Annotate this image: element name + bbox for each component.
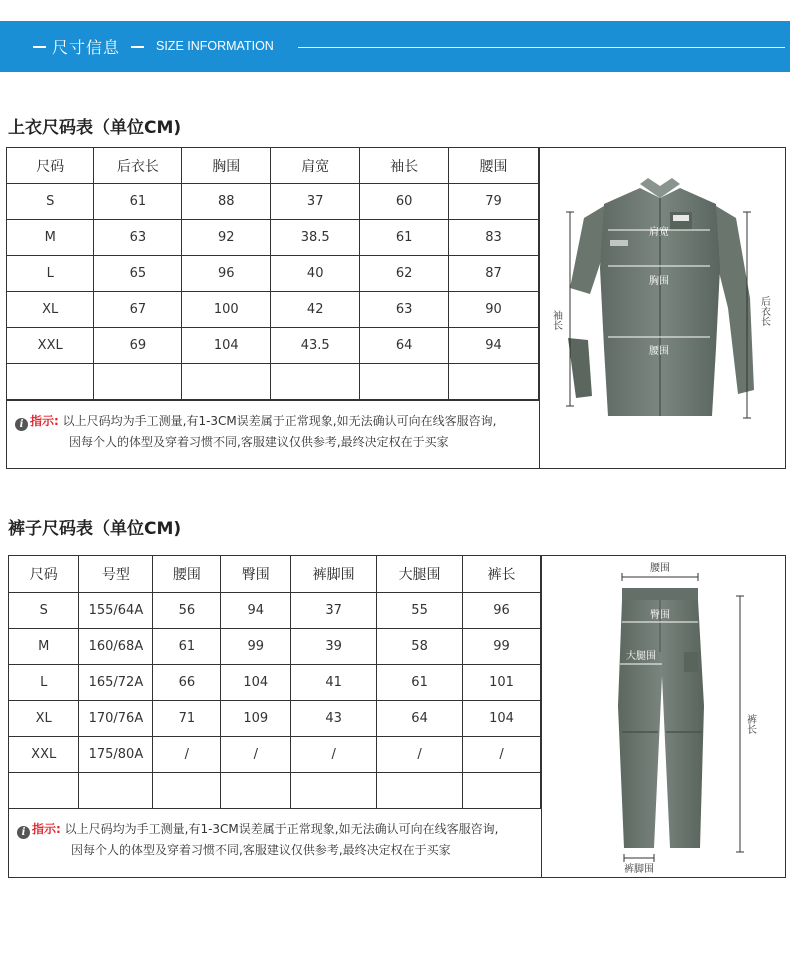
- pants-note-divider: [9, 808, 541, 809]
- table-cell: 170/76A: [79, 701, 153, 737]
- table-cell: [360, 364, 449, 400]
- pants-heading: 裤子尺码表（单位CM): [8, 519, 182, 539]
- table-cell: 79: [449, 184, 539, 220]
- table-row: [9, 593, 541, 629]
- shirt-right-sleeve: [716, 206, 754, 394]
- table-cell: [377, 773, 463, 809]
- pants-column-header: 臀围: [221, 556, 291, 593]
- table-cell: 104: [463, 701, 541, 737]
- shirt-note: [15, 411, 496, 453]
- table-cell: [271, 364, 360, 400]
- banner-dash-right: [131, 46, 144, 48]
- label-shoulder: 肩宽: [649, 227, 669, 238]
- label-back-length: 后衣长: [758, 296, 770, 326]
- table-cell: 61: [94, 184, 182, 220]
- shirt-column-header: 袖长: [360, 148, 449, 184]
- table-cell: 63: [360, 292, 449, 328]
- table-cell: 43: [291, 701, 377, 737]
- table-cell: L: [7, 256, 94, 292]
- table-cell: /: [377, 737, 463, 773]
- table-cell: 165/72A: [79, 665, 153, 701]
- info-icon: i: [17, 826, 30, 839]
- table-cell: 55: [377, 593, 463, 629]
- info-icon: i: [15, 418, 28, 431]
- table-cell: 94: [221, 593, 291, 629]
- table-row: [9, 737, 541, 773]
- table-cell: /: [291, 737, 377, 773]
- table-cell: [153, 773, 221, 809]
- table-cell: 37: [291, 593, 377, 629]
- table-cell: 101: [463, 665, 541, 701]
- table-cell: M: [9, 629, 79, 665]
- size-info-banner: [0, 21, 790, 72]
- table-cell: 37: [271, 184, 360, 220]
- table-cell: XL: [7, 292, 94, 328]
- table-cell: 71: [153, 701, 221, 737]
- table-row: [9, 629, 541, 665]
- pants-column-header: 裤长: [463, 556, 541, 593]
- table-cell: /: [153, 737, 221, 773]
- pants-column-header: 裤脚围: [291, 556, 377, 593]
- label-pants-waist: 腰围: [650, 563, 670, 574]
- pants-header-row: [9, 556, 541, 593]
- table-cell: 67: [94, 292, 182, 328]
- table-cell: 175/80A: [79, 737, 153, 773]
- table-row: [7, 220, 539, 256]
- table-cell: [291, 773, 377, 809]
- pants-note-label: 指示:: [32, 822, 61, 836]
- table-row: [7, 184, 539, 220]
- table-cell: [221, 773, 291, 809]
- shirt-heading: 上衣尺码表（单位CM): [8, 118, 182, 138]
- shirt-column-header: 胸围: [182, 148, 271, 184]
- table-cell: 87: [449, 256, 539, 292]
- table-cell: 104: [182, 328, 271, 364]
- pants-column-header: 尺码: [9, 556, 79, 593]
- table-cell: 61: [360, 220, 449, 256]
- shirt-rolled-cuff: [568, 338, 592, 398]
- shirt-header-row: [7, 148, 539, 184]
- table-cell: 61: [153, 629, 221, 665]
- label-sleeve: 袖长: [550, 310, 562, 330]
- pants-size-frame: [8, 555, 786, 878]
- banner-title-en: SIZE INFORMATION: [156, 39, 274, 53]
- table-cell: 69: [94, 328, 182, 364]
- table-row: [7, 256, 539, 292]
- shirt-illustration: [540, 148, 784, 466]
- label-hip: 臀围: [650, 610, 670, 621]
- table-cell: 88: [182, 184, 271, 220]
- pants-size-table: [9, 556, 541, 809]
- shirt-column-header: 尺码: [7, 148, 94, 184]
- table-cell: M: [7, 220, 94, 256]
- shirt-left-sleeve: [570, 206, 604, 294]
- shirt-note-line2: 因每个人的体型及穿着习惯不同,客服建议仅供参考,最终决定权在于买家: [69, 435, 449, 449]
- table-cell: 58: [377, 629, 463, 665]
- table-cell: 100: [182, 292, 271, 328]
- table-cell: 65: [94, 256, 182, 292]
- table-cell: 83: [449, 220, 539, 256]
- table-cell: 40: [271, 256, 360, 292]
- table-cell: /: [463, 737, 541, 773]
- banner-title-cn: 尺寸信息: [52, 38, 121, 57]
- table-cell: 104: [221, 665, 291, 701]
- label-chest: 胸围: [649, 276, 669, 287]
- pants-column-header: 腰围: [153, 556, 221, 593]
- table-cell: 94: [449, 328, 539, 364]
- table-cell: XXL: [7, 328, 94, 364]
- table-cell: 96: [182, 256, 271, 292]
- table-cell: 155/64A: [79, 593, 153, 629]
- table-cell: XL: [9, 701, 79, 737]
- table-cell: 99: [463, 629, 541, 665]
- table-cell: 41: [291, 665, 377, 701]
- shirt-note-line1: 以上尺码均为手工测量,有1-3CM误差属于正常现象,如无法确认可向在线客服咨询,: [62, 414, 497, 428]
- label-pants-length: 裤长: [744, 714, 756, 734]
- pants-illustration: [542, 556, 784, 875]
- table-cell: 62: [360, 256, 449, 292]
- table-row: [9, 665, 541, 701]
- shirt-size-frame: [6, 147, 786, 469]
- shirt-column-header: 肩宽: [271, 148, 360, 184]
- pants-column-header: 大腿围: [377, 556, 463, 593]
- table-cell: [463, 773, 541, 809]
- label-waist: 腰围: [649, 346, 669, 357]
- shirt-size-table: [7, 148, 539, 400]
- table-row: [7, 328, 539, 364]
- banner-dash-left: [33, 46, 46, 48]
- shirt-note-divider: [7, 400, 539, 401]
- table-row: [7, 364, 539, 400]
- table-cell: 56: [153, 593, 221, 629]
- brand-logo-icon: [610, 240, 628, 246]
- table-cell: 96: [463, 593, 541, 629]
- table-cell: 42: [271, 292, 360, 328]
- table-cell: 160/68A: [79, 629, 153, 665]
- pants-note-line2: 因每个人的体型及穿着习惯不同,客服建议仅供参考,最终决定权在于买家: [71, 843, 451, 857]
- table-cell: [94, 364, 182, 400]
- table-cell: 39: [291, 629, 377, 665]
- table-cell: 61: [377, 665, 463, 701]
- shirt-diagram: [540, 148, 784, 466]
- table-cell: 64: [360, 328, 449, 364]
- table-row: [9, 701, 541, 737]
- table-cell: 109: [221, 701, 291, 737]
- table-cell: 38.5: [271, 220, 360, 256]
- banner-rule: [298, 47, 785, 48]
- shirt-note-label: 指示:: [30, 414, 59, 428]
- pants-diagram: [542, 556, 784, 875]
- pants-column-header: 号型: [79, 556, 153, 593]
- table-cell: 63: [94, 220, 182, 256]
- pants-note-line1: 以上尺码均为手工测量,有1-3CM误差属于正常现象,如无法确认可向在线客服咨询,: [64, 822, 499, 836]
- table-row: [7, 292, 539, 328]
- label-thigh: 大腿围: [626, 651, 656, 662]
- table-cell: 64: [377, 701, 463, 737]
- table-cell: 99: [221, 629, 291, 665]
- table-cell: 43.5: [271, 328, 360, 364]
- table-cell: [449, 364, 539, 400]
- table-cell: [182, 364, 271, 400]
- table-cell: 66: [153, 665, 221, 701]
- pants-note: [17, 819, 498, 861]
- table-cell: XXL: [9, 737, 79, 773]
- table-cell: 60: [360, 184, 449, 220]
- table-cell: S: [9, 593, 79, 629]
- table-cell: 92: [182, 220, 271, 256]
- shirt-column-header: 腰围: [449, 148, 539, 184]
- table-row: [9, 773, 541, 809]
- table-cell: /: [221, 737, 291, 773]
- pants-body: [618, 600, 704, 848]
- table-cell: [7, 364, 94, 400]
- label-hem: 裤脚围: [624, 864, 654, 875]
- table-cell: 90: [449, 292, 539, 328]
- shirt-column-header: 后衣长: [94, 148, 182, 184]
- table-cell: S: [7, 184, 94, 220]
- table-cell: L: [9, 665, 79, 701]
- table-cell: [79, 773, 153, 809]
- table-cell: [9, 773, 79, 809]
